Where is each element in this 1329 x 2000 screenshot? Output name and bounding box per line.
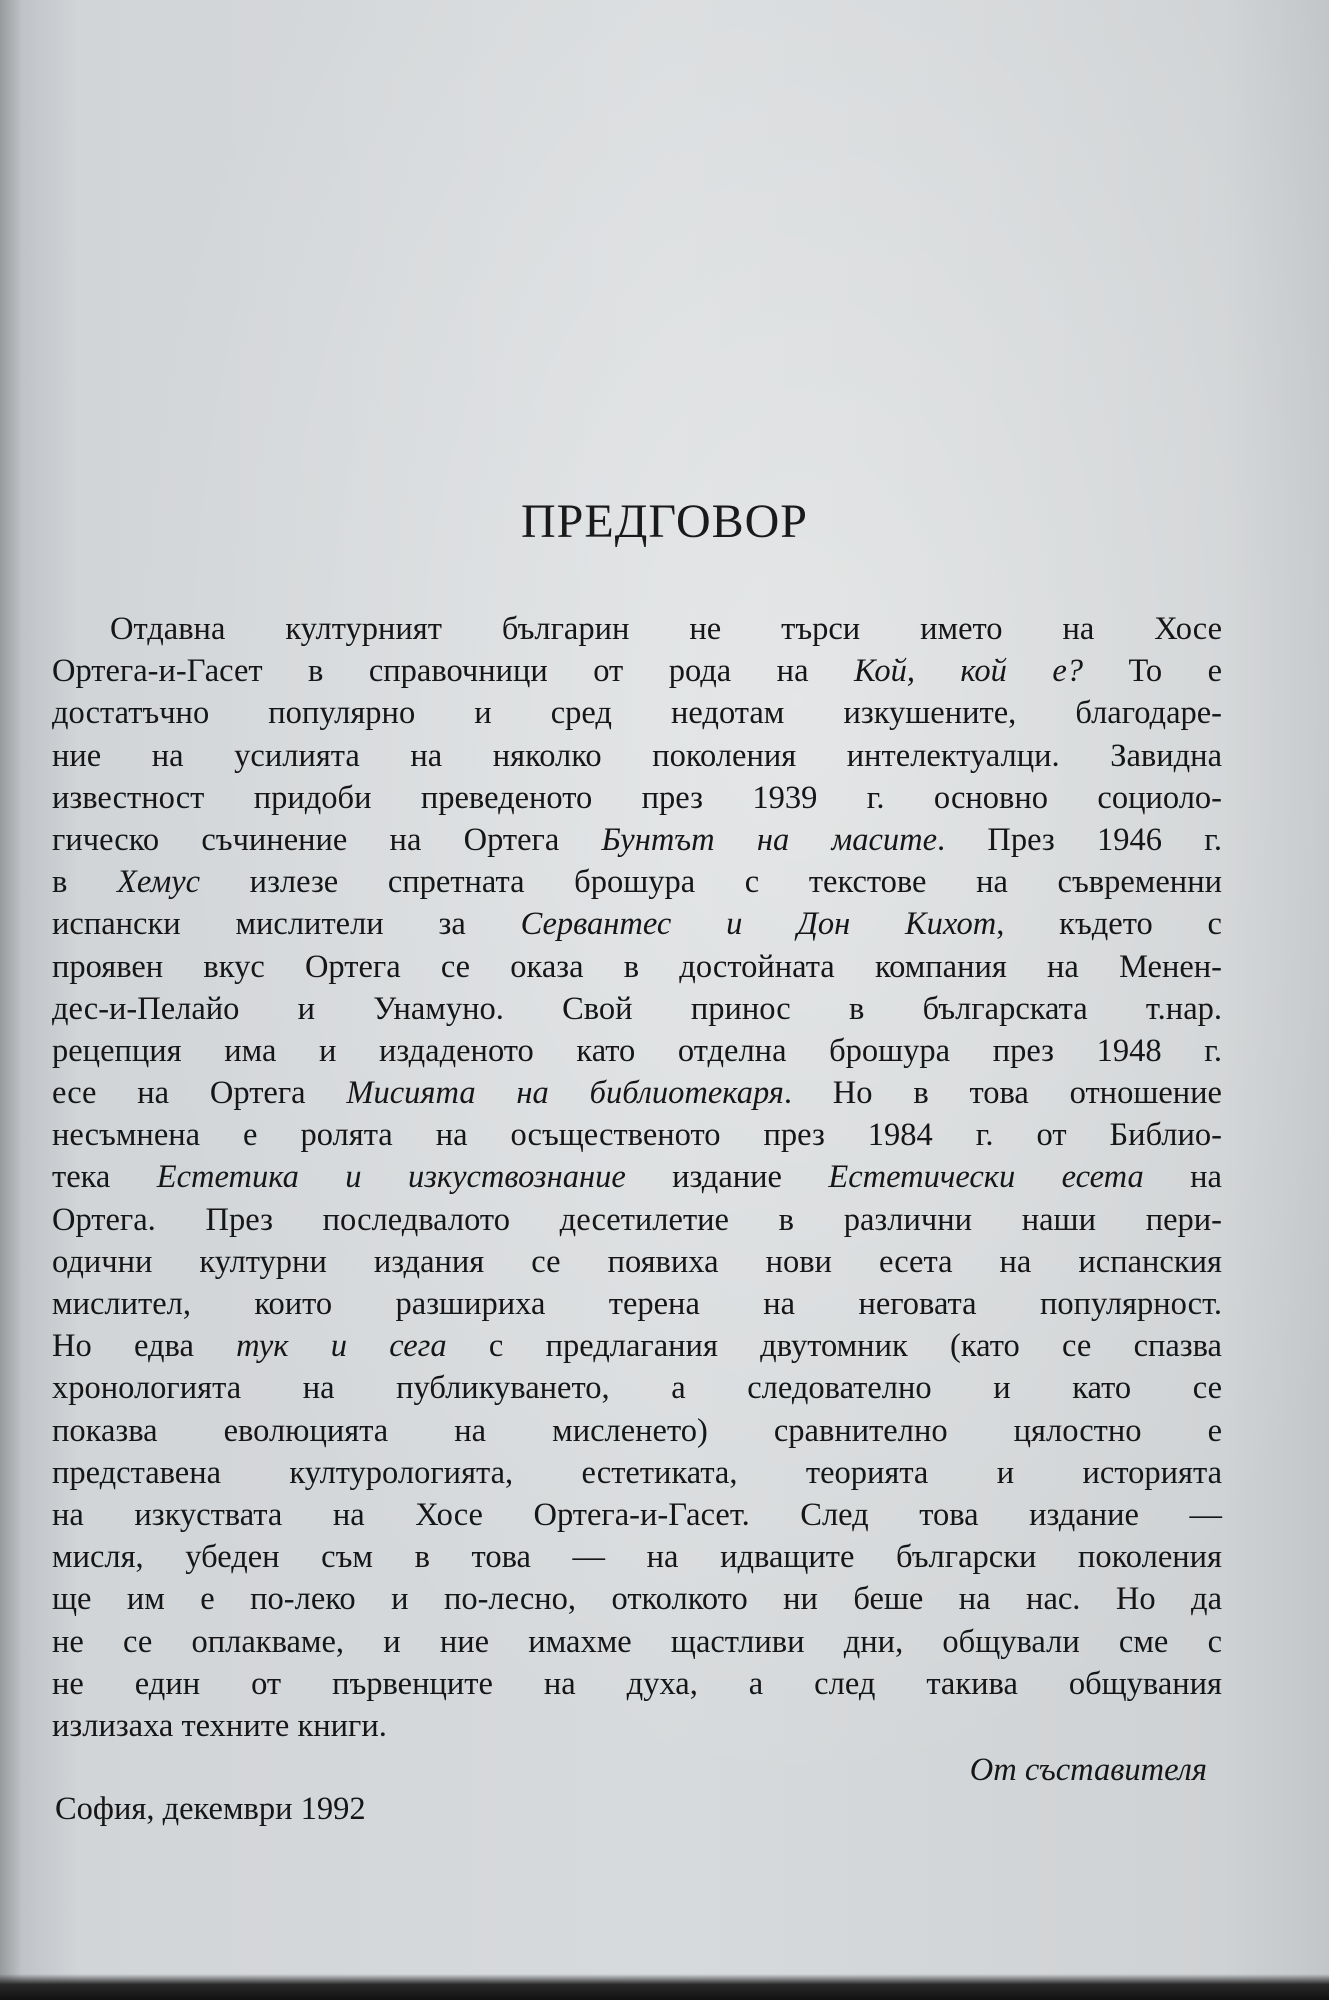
text-run: на bbox=[1143, 1159, 1222, 1196]
text-run: дес-и-Пелайо и Унамуно. Свой принос в българската т.нар. bbox=[52, 990, 1222, 1027]
text-run: есе на Ортега bbox=[52, 1075, 347, 1112]
text-run: излезе спретната брошура с текстове на съвременни bbox=[200, 864, 1222, 901]
text-line bbox=[52, 1072, 1222, 1114]
text-run: не се оплакваме, и ние имахме щастливи дни, общували сме с bbox=[52, 1623, 1222, 1660]
signature: От съставителя bbox=[969, 1752, 1207, 1788]
text-run: испански мислители за bbox=[52, 906, 521, 943]
text-run: Но едва bbox=[52, 1328, 237, 1365]
text-run: излизаха техните книги. bbox=[52, 1707, 387, 1744]
page-bottom-edge bbox=[0, 1974, 1329, 2000]
italic-title: Кой, кой е? bbox=[853, 653, 1083, 690]
text-run: мисля, убеден съм в това — на идващите български поколения bbox=[52, 1539, 1222, 1576]
text-run: гическо съчинение на Ортега bbox=[52, 821, 602, 858]
text-run: Ортега-и-Гасет в справочници от рода на bbox=[52, 653, 854, 690]
text-run: тека bbox=[52, 1159, 157, 1196]
text-run: ще им е по-леко и по-лесно, отколкото ни беше на нас. Но да bbox=[52, 1581, 1222, 1618]
text-run: ние на усилията на няколко поколения интелектуалци. Завидна bbox=[52, 737, 1222, 774]
text-line bbox=[52, 1536, 1222, 1578]
text-line bbox=[52, 1494, 1222, 1536]
text-run: показва еволюцията на мисленето) сравнително цялостно е bbox=[52, 1412, 1222, 1449]
text-line bbox=[52, 1663, 1222, 1705]
text-run: . През 1946 г. bbox=[937, 821, 1222, 858]
text-run: , където с bbox=[996, 906, 1222, 943]
page-gutter-shadow bbox=[0, 0, 22, 2000]
text-run: в bbox=[52, 864, 117, 901]
text-line bbox=[52, 988, 1222, 1030]
text-run: не един от първенците на духа, а след такива общувания bbox=[52, 1665, 1222, 1702]
text-line bbox=[52, 819, 1222, 861]
text-line bbox=[52, 735, 1222, 777]
italic-title: Сервантес и Дон Кихот bbox=[520, 906, 997, 943]
italic-title: Хемус bbox=[116, 864, 201, 901]
text-line bbox=[52, 1156, 1222, 1198]
text-line bbox=[52, 1283, 1222, 1325]
text-line bbox=[52, 650, 1222, 692]
text-run: одични културни издания се появиха нови есета на испанския bbox=[52, 1243, 1222, 1280]
italic-title: Мисията на библиотекаря bbox=[346, 1075, 784, 1112]
text-line bbox=[52, 777, 1222, 819]
text-run: . Но в това отношение bbox=[783, 1075, 1222, 1112]
italic-title: Естетика и изкуствознание bbox=[156, 1159, 626, 1196]
text-line bbox=[52, 903, 1222, 945]
text-run: на изкуствата на Хосе Ортега-и-Гасет. След това издание — bbox=[52, 1496, 1222, 1533]
text-line bbox=[52, 946, 1222, 988]
text-line bbox=[52, 1705, 1222, 1747]
text-run: несъмнена е ролята на осъщественото през 1984 г. от Библио- bbox=[52, 1117, 1222, 1154]
text-line bbox=[52, 1367, 1222, 1409]
text-line bbox=[52, 1578, 1222, 1620]
text-line bbox=[52, 1199, 1222, 1241]
text-run: Отдавна културният българин не търси името на Хосе bbox=[110, 611, 1222, 647]
preface-body bbox=[52, 608, 1222, 1747]
text-run: хронологията на публикуването, а следователно и като се bbox=[52, 1370, 1222, 1407]
text-run: издание bbox=[625, 1159, 829, 1196]
text-run: с предлагания двутомник (като се спазва bbox=[446, 1328, 1222, 1365]
text-line bbox=[52, 1325, 1222, 1367]
text-run: проявен вкус Ортега се оказа в достойната компания на Менен- bbox=[52, 948, 1222, 985]
text-run: Ортега. През последвалото десетилетие в различни наши пери- bbox=[52, 1201, 1222, 1238]
text-line bbox=[52, 1030, 1222, 1072]
text-run: мислител, които разшириха терена на неговата популярност. bbox=[52, 1286, 1222, 1322]
italic-title: тук и сега bbox=[236, 1328, 447, 1365]
text-line bbox=[52, 1621, 1222, 1663]
italic-title: Естетически есета bbox=[828, 1159, 1144, 1196]
text-run: представена културологията, естетиката, теорията и историята bbox=[52, 1454, 1222, 1491]
text-line bbox=[52, 692, 1222, 734]
text-line bbox=[52, 1241, 1222, 1283]
place-date: София, декември 1992 bbox=[55, 1791, 366, 1827]
page-title: ПРЕДГОВОР bbox=[520, 495, 808, 548]
text-line bbox=[52, 1410, 1222, 1452]
text-line bbox=[52, 1452, 1222, 1494]
text-run: достатъчно популярно и сред недотам изкушените, благодаре- bbox=[52, 695, 1222, 732]
text-line bbox=[52, 1114, 1222, 1156]
text-line bbox=[52, 608, 1222, 650]
italic-title: Бунтът на масите bbox=[601, 821, 938, 858]
text-run: известност придоби преведеното през 1939 г. основно социоло- bbox=[52, 779, 1222, 816]
text-line bbox=[52, 861, 1222, 903]
text-run: То е bbox=[1083, 653, 1222, 690]
text-run: рецепция има и издаденото като отделна брошура през 1948 г. bbox=[52, 1032, 1222, 1069]
